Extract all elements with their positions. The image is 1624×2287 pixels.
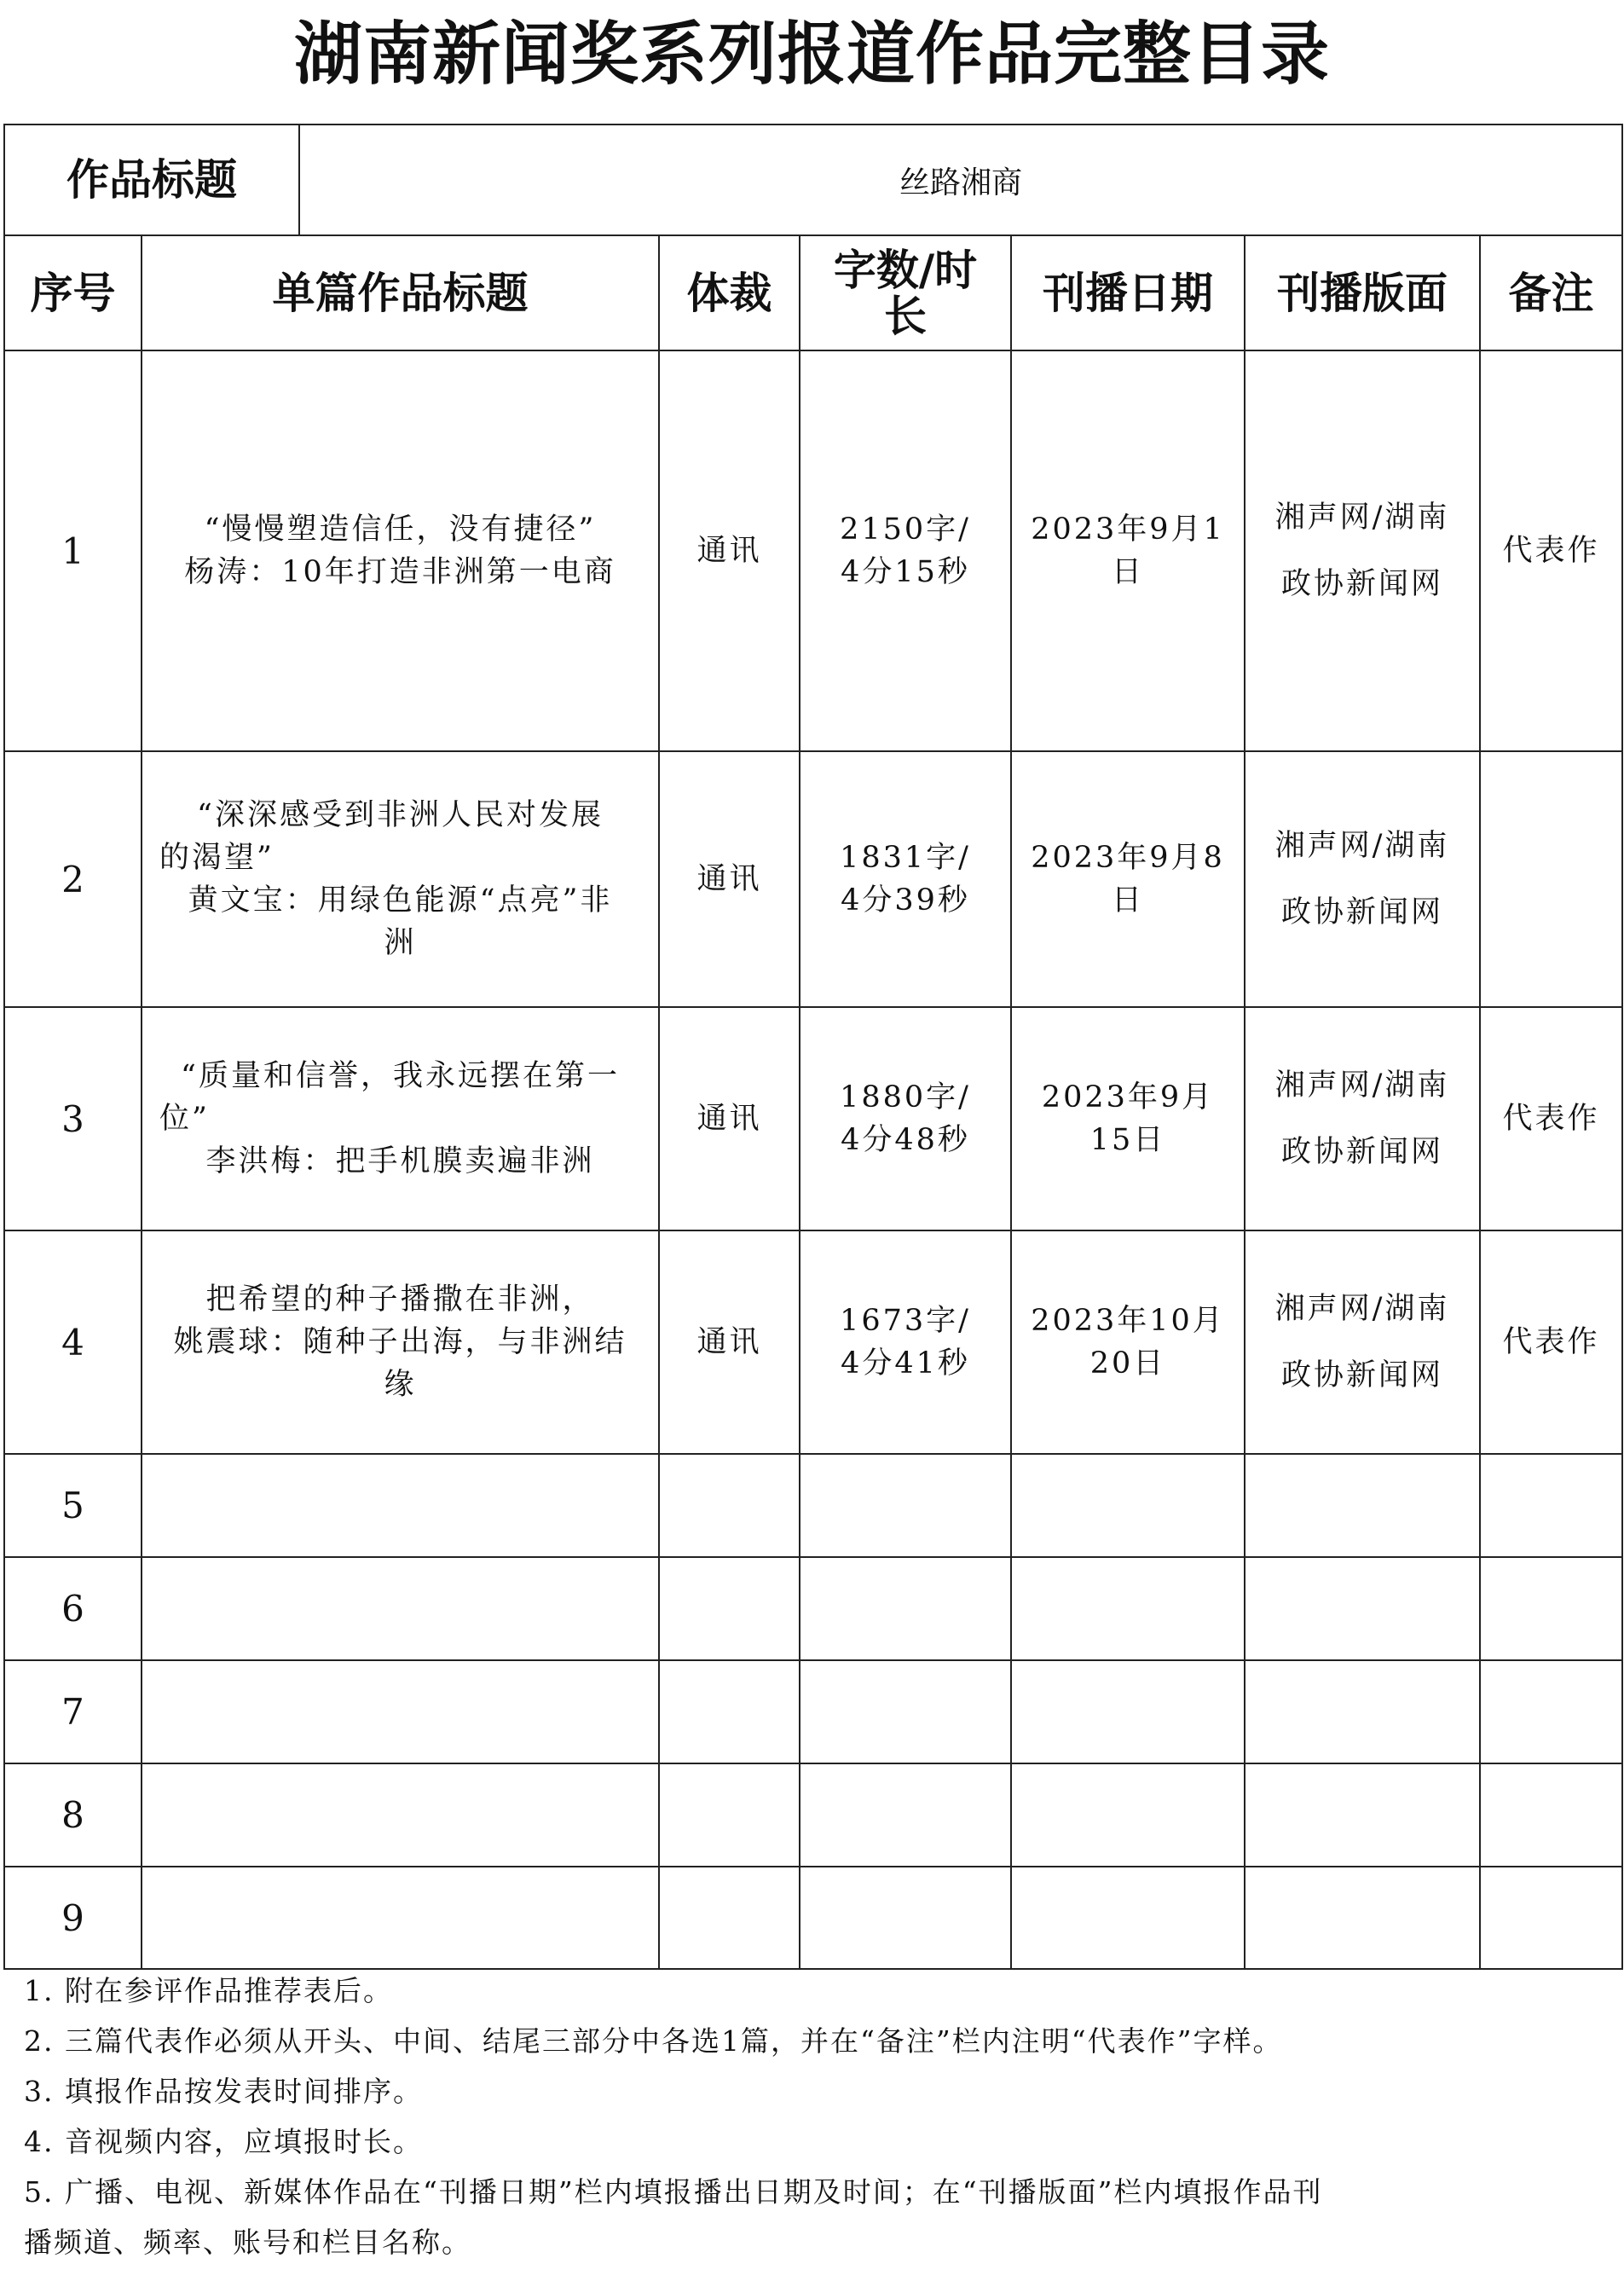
row-date-line: 2023年9月1 xyxy=(1031,512,1225,547)
row-remark xyxy=(1480,1454,1622,1557)
table-row xyxy=(4,350,1622,751)
row-date xyxy=(1011,1660,1245,1763)
row-no: 3 xyxy=(4,1007,142,1230)
row-title-line: 姚震球：随种子出海，与非洲结 xyxy=(173,1325,627,1359)
row-date-line: 日 xyxy=(1111,555,1144,589)
work-title-row xyxy=(4,124,1622,235)
row-outlet xyxy=(1245,350,1480,751)
row-length-line: 1880字/ xyxy=(840,1080,971,1115)
note-item: 1. 附在参评作品推荐表后。 xyxy=(24,1974,393,2007)
row-genre: 通讯 xyxy=(659,1007,800,1230)
row-outlet-line: 政协新闻网 xyxy=(1280,1358,1443,1392)
row-title-line: 位” xyxy=(159,1102,210,1136)
row-length xyxy=(800,1230,1011,1454)
row-title-line: “深深感受到非洲人民对发展 xyxy=(197,798,604,832)
note-item: 5. 广播、电视、新媒体作品在“刊播日期”栏内填报播出日期及时间；在“刊播版面”栏内填报作品刊 xyxy=(24,2175,1323,2209)
row-no: 4 xyxy=(4,1230,142,1454)
row-date-line: 15日 xyxy=(1089,1123,1166,1157)
row-length-line: 1673字/ xyxy=(840,1304,971,1338)
row-title xyxy=(142,1867,659,1969)
table-row xyxy=(4,1454,1622,1557)
row-title-line: 缘 xyxy=(384,1368,417,1402)
row-outlet xyxy=(1245,1867,1480,1969)
row-no: 7 xyxy=(4,1660,142,1763)
note-item: 4. 音视频内容，应填报时长。 xyxy=(24,2125,423,2158)
header-title: 单篇作品标题 xyxy=(142,235,659,350)
row-remark xyxy=(1480,1763,1622,1867)
work-title-label: 作品标题 xyxy=(4,124,299,235)
row-remark: 代表作 xyxy=(1480,1230,1622,1454)
row-date-line: 20日 xyxy=(1089,1346,1166,1381)
row-remark: 代表作 xyxy=(1480,350,1622,751)
header-length-line: 字数/时 xyxy=(833,245,978,295)
row-title xyxy=(142,1454,659,1557)
header-genre: 体裁 xyxy=(659,235,800,350)
row-date xyxy=(1011,1230,1245,1454)
row-outlet xyxy=(1245,1454,1480,1557)
header-date: 刊播日期 xyxy=(1011,235,1245,350)
row-date xyxy=(1011,1867,1245,1969)
row-genre xyxy=(659,1867,800,1969)
work-title-value: 丝路湘商 xyxy=(299,124,1622,235)
row-length-line: 2150字/ xyxy=(840,512,971,547)
row-genre xyxy=(659,1557,800,1660)
row-no: 5 xyxy=(4,1454,142,1557)
header-no: 序号 xyxy=(4,235,142,350)
row-length-line: 1831字/ xyxy=(840,841,971,875)
table-row xyxy=(4,1230,1622,1454)
row-date-line: 2023年10月 xyxy=(1031,1304,1225,1338)
row-length xyxy=(800,751,1011,1007)
row-no: 6 xyxy=(4,1557,142,1660)
row-title xyxy=(142,350,659,751)
row-no: 2 xyxy=(4,751,142,1007)
header-remark: 备注 xyxy=(1480,235,1622,350)
row-outlet-line: 湘声网/湖南 xyxy=(1274,829,1450,863)
row-date xyxy=(1011,350,1245,751)
row-remark xyxy=(1480,1867,1622,1969)
row-outlet xyxy=(1245,751,1480,1007)
row-title xyxy=(142,1763,659,1867)
row-date xyxy=(1011,1454,1245,1557)
row-outlet xyxy=(1245,1660,1480,1763)
row-genre: 通讯 xyxy=(659,1230,800,1454)
table-row xyxy=(4,751,1622,1007)
row-length-line: 4分48秒 xyxy=(841,1123,970,1157)
row-title-line: “慢慢塑造信任，没有捷径” xyxy=(204,512,597,547)
row-remark xyxy=(1480,1660,1622,1763)
row-genre: 通讯 xyxy=(659,350,800,751)
row-length xyxy=(800,1454,1011,1557)
header-row xyxy=(4,235,1622,350)
row-outlet-line: 湘声网/湖南 xyxy=(1274,1068,1450,1103)
row-length xyxy=(800,1007,1011,1230)
row-title-line: 把希望的种子播撒在非洲， xyxy=(205,1282,595,1317)
row-no: 1 xyxy=(4,350,142,751)
table-row xyxy=(4,1557,1622,1660)
row-outlet-line: 湘声网/湖南 xyxy=(1274,501,1450,535)
row-title-line: 黄文宝：用绿色能源“点亮”非 xyxy=(188,883,613,918)
note-item: 3. 填报作品按发表时间排序。 xyxy=(24,2075,423,2108)
row-title-line: 杨涛：10年打造非洲第一电商 xyxy=(184,555,616,589)
row-outlet-line: 政协新闻网 xyxy=(1280,1135,1443,1169)
row-date-line: 2023年9月8 xyxy=(1031,841,1225,875)
notes xyxy=(24,1966,1610,2267)
row-title-line: “质量和信誉，我永远摆在第一 xyxy=(181,1059,620,1093)
row-remark: 代表作 xyxy=(1480,1007,1622,1230)
row-title-line: 洲 xyxy=(384,926,417,960)
table-row xyxy=(4,1660,1622,1763)
row-outlet xyxy=(1245,1007,1480,1230)
row-remark xyxy=(1480,1557,1622,1660)
row-outlet xyxy=(1245,1230,1480,1454)
row-length-line: 4分39秒 xyxy=(841,883,970,918)
row-no: 8 xyxy=(4,1763,142,1867)
row-length xyxy=(800,1763,1011,1867)
row-remark xyxy=(1480,751,1622,1007)
note-item: 播频道、频率、账号和栏目名称。 xyxy=(24,2226,471,2259)
row-genre xyxy=(659,1454,800,1557)
row-outlet-line: 政协新闻网 xyxy=(1280,895,1443,929)
row-title xyxy=(142,1007,659,1230)
row-length xyxy=(800,1557,1011,1660)
row-title-line: 李洪梅：把手机膜卖遍非洲 xyxy=(205,1144,595,1178)
row-genre xyxy=(659,1763,800,1867)
row-title xyxy=(142,751,659,1007)
row-length xyxy=(800,1867,1011,1969)
row-title-line: 的渴望” xyxy=(159,841,275,875)
row-length-line: 4分41秒 xyxy=(841,1346,970,1381)
row-date xyxy=(1011,1557,1245,1660)
row-no: 9 xyxy=(4,1867,142,1969)
note-item: 2. 三篇代表作必须从开头、中间、结尾三部分中各选1篇，并在“备注”栏内注明“代表作”字样。 xyxy=(24,2024,1283,2058)
row-outlet-line: 政协新闻网 xyxy=(1280,567,1443,601)
row-date xyxy=(1011,1007,1245,1230)
row-outlet xyxy=(1245,1763,1480,1867)
header-length xyxy=(800,235,1011,350)
row-length xyxy=(800,1660,1011,1763)
row-outlet-line: 湘声网/湖南 xyxy=(1274,1292,1450,1326)
row-date-line: 日 xyxy=(1111,883,1144,918)
row-title xyxy=(142,1230,659,1454)
row-genre: 通讯 xyxy=(659,751,800,1007)
table-row xyxy=(4,1867,1622,1969)
page-title: 湖南新闻奖系列报道作品完整目录 xyxy=(294,14,1330,94)
row-date xyxy=(1011,751,1245,1007)
table-row xyxy=(4,1763,1622,1867)
row-length-line: 4分15秒 xyxy=(841,555,970,589)
row-length xyxy=(800,350,1011,751)
row-title xyxy=(142,1557,659,1660)
catalog-table xyxy=(3,124,1623,1970)
row-title xyxy=(142,1660,659,1763)
row-outlet xyxy=(1245,1557,1480,1660)
row-date xyxy=(1011,1763,1245,1867)
header-length-line: 长 xyxy=(884,291,927,341)
table-row xyxy=(4,1007,1622,1230)
header-outlet: 刊播版面 xyxy=(1245,235,1480,350)
row-genre xyxy=(659,1660,800,1763)
row-date-line: 2023年9月 xyxy=(1041,1080,1215,1115)
